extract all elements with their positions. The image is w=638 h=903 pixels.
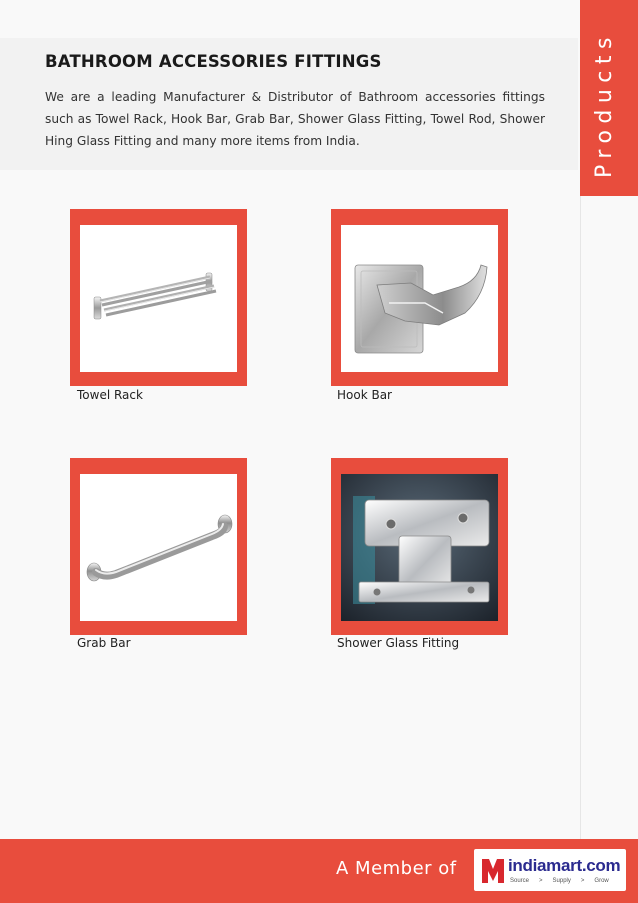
side-divider — [580, 196, 581, 839]
tagline-separator: > — [539, 878, 543, 884]
product-caption-grab-bar: Grab Bar — [77, 636, 131, 650]
tagline-source: Source — [510, 878, 530, 884]
tagline-grow: Grow — [594, 878, 609, 884]
product-card-towel-rack[interactable] — [70, 209, 247, 386]
indiamart-wordmark: indiamart.com — [508, 856, 621, 875]
product-card-shower-glass-fitting[interactable] — [331, 458, 508, 635]
hook-bar-image — [341, 225, 498, 372]
tagline-separator: > — [580, 878, 585, 884]
member-of-text: A Member of — [336, 858, 457, 879]
indiamart-logo-mark-icon — [480, 855, 506, 885]
product-caption-towel-rack: Towel Rack — [77, 388, 143, 402]
indiamart-logo[interactable] — [474, 849, 626, 891]
products-side-label: Products — [592, 31, 617, 178]
towel-rack-image — [80, 225, 237, 372]
indiamart-tagline — [510, 878, 609, 884]
product-caption-shower-glass-fitting: Shower Glass Fitting — [337, 636, 460, 650]
product-card-grab-bar[interactable] — [70, 458, 247, 635]
grab-bar-image — [80, 474, 237, 621]
product-card-hook-bar[interactable] — [331, 209, 508, 386]
page-title: BATHROOM ACCESSORIES FITTINGS — [45, 52, 382, 71]
product-caption-hook-bar: Hook Bar — [337, 388, 392, 402]
shower-glass-fitting-image — [341, 474, 498, 621]
tagline-supply: Supply — [552, 878, 571, 884]
intro-description: We are a leading Manufacturer & Distributor of Bathroom accessories fittings such as Towel Rack, Hook Bar, Grab Bar, Shower Glass Fitting, Towel Rod, Shower Hing Glass Fitting and many more items from India. — [45, 90, 545, 148]
